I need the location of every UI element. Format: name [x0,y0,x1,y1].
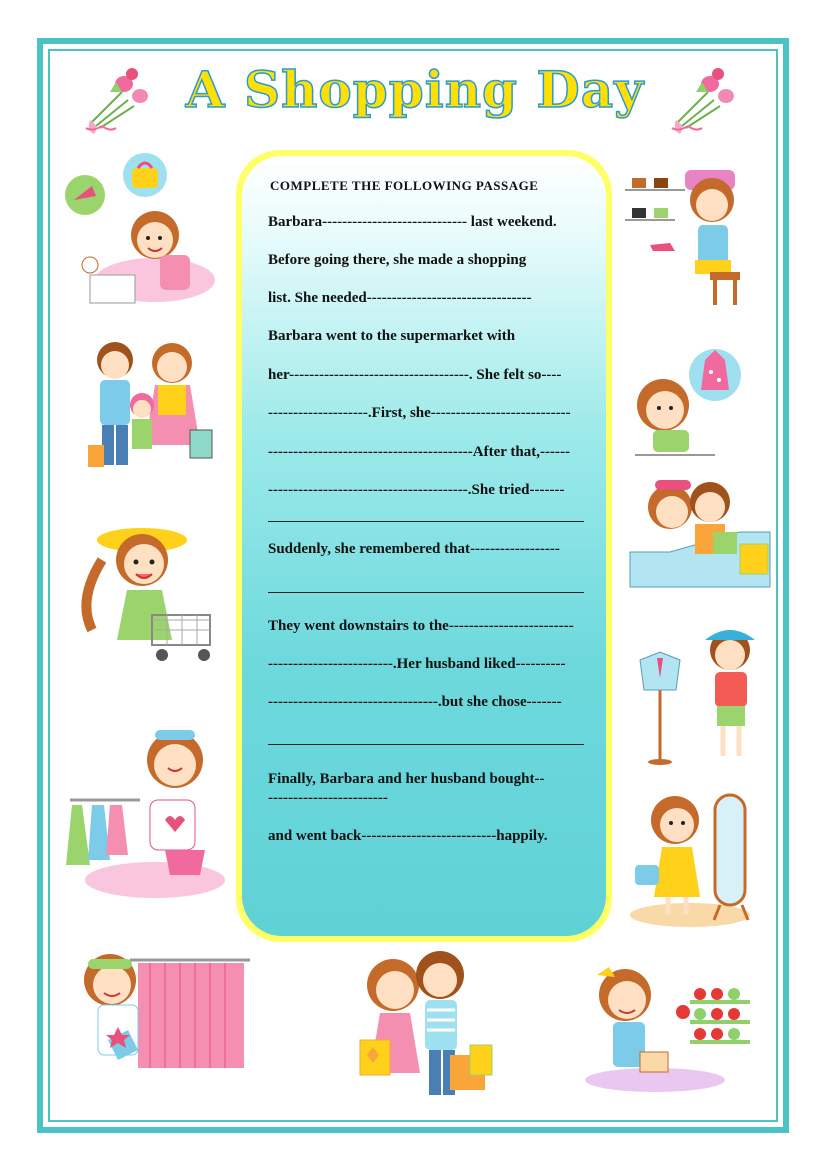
passage-line: ----------------------------------.but she chose------- [268,694,562,710]
passage-line: Before going there, she made a shopping [268,252,527,268]
girl-trying-shoes-illustration [620,160,760,310]
passage-line: They went downstairs to the------------------------- [268,618,574,634]
passage-line: -------------------------.Her husband liked---------- [268,656,566,672]
girl-reading-shopping-list-illustration [60,150,220,310]
girl-buying-apples-illustration [575,960,760,1095]
passage-line: Suddenly, she remembered that------------------ [268,541,560,557]
girl-in-fitting-room-illustration [70,945,255,1085]
couple-with-shopping-bags-illustration [345,945,505,1110]
passage-line: ------------------------ [268,790,388,806]
page-title: A Shopping Day [185,60,645,119]
passage-answer-rule [268,726,584,745]
passage-line: Barbara----------------------------- last weekend. [268,214,557,230]
girl-looking-at-dress-illustration [625,340,755,465]
passage-line: Finally, Barbara and her husband bought-- [268,771,545,787]
passage-line: Barbara went to the supermarket with [268,328,516,344]
boy-choosing-shirt-illustration [635,620,765,765]
girl-at-mirror-illustration [620,785,765,930]
passage-line: ----------------------------------------.She tried------- [268,482,565,498]
passage-line: list. She needed--------------------------------- [268,290,532,306]
girl-with-shopping-cart-illustration [72,510,222,670]
passage-line: --------------------.First, she---------------------------- [268,405,571,421]
passage-answer-rule [268,574,584,593]
passage-line: and went back---------------------------happily. [268,828,548,844]
passage-heading: COMPLETE THE FOLLOWING PASSAGE [270,178,539,193]
girl-choosing-clothes-illustration [60,720,230,900]
couple-on-escalator-illustration [625,472,775,602]
family-shopping-illustration [80,335,220,485]
passage-answer-rule [268,503,584,522]
flower-bouquet-left-icon [82,62,157,137]
flower-bouquet-right-icon [668,62,743,137]
passage-line: -----------------------------------------After that,------ [268,444,570,460]
passage-line: her------------------------------------. She felt so---- [268,367,562,383]
